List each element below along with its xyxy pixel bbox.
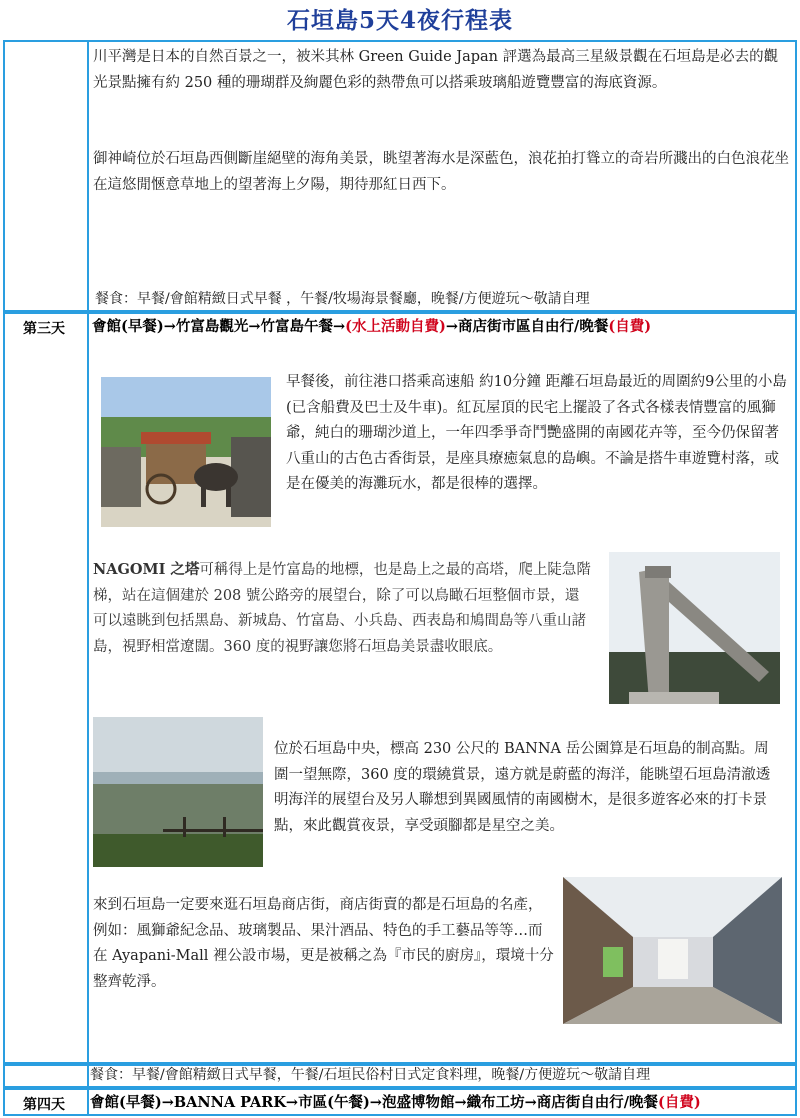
day3-route-paid-dinner: (自費) [608,318,652,335]
day3-route [92,315,772,338]
nagomi-tower-name: NAGOMI 之塔 [93,561,200,578]
day4-top-divider [3,1086,797,1088]
day3-taketomi-text: 早餐後，前往港口搭乘高速船 約10分鐘 距離石垣島最近的周圍約9公里的小島(已含船費及巴士及牛車)。紅瓦屋頂的民宅上擺設了各式各樣表情豐富的風獅爺，純白的珊瑚沙道上，一年四季爭奇鬥艷盛開的南國花卉等，至今仍保留著八重山的古色古香街景，是座具療癒氣息的島嶼。不論是搭牛車遊覽村落，或是在優美的海灘玩水，都是很棒的選擇。 [286,374,787,492]
day3-route-paid-activity: (水上活動自費) [345,318,446,335]
day3-banna-text: 位於石垣島中央，標高 230 公尺的 BANNA 岳公園算是石垣島的制高點。周圍一望無際，360 度的環繞賞景，遠方就是蔚藍的海洋，能眺望石垣島清澈透明海洋的展望台及另人聯想到異國風情的南國樹木，是很多遊客必來的打卡景點，來此觀賞夜景，享受頭腳都是星空之美。 [274,741,771,834]
day3-top-divider [3,310,797,312]
day2-cape-text: 御神崎位於石垣島西側斷崖絕壁的海角美景，眺望著海水是深藍色，浪花拍打聳立的奇岩所濺出的白色浪花坐在這悠閒愜意草地上的望著海上夕陽，期待那紅日西下。 [93,151,789,193]
row-divider [5,312,795,314]
day3-meal-text: 餐食：早餐/會館精緻日式早餐，午餐/石垣民俗村日式定食料理，晚餐/方便遊玩～敬請自理 [90,1067,651,1083]
day4-route-text: 會館(早餐)→BANNA PARK→市區(午餐)→泡盛博物館→織布工坊→商店街自由行/晚餐 [90,1094,659,1111]
day3-route-part1: 會館(早餐)→竹富島觀光→竹富島午餐→ [92,318,346,335]
banna-park-photo [93,717,263,867]
day2-kabira-text: 川平灣是日本的自然百景之一，被米其林 Green Guide Japan 評選為最高三星級景觀在石垣島是必去的觀光景點擁有約 250 種的珊瑚群及絢麗色彩的熱帶魚可以搭乘玻璃船遊覽豐富的海底資源。 [93,49,779,91]
day3-shopping-text: 來到石垣島一定要來逛石垣島商店街，商店街賣的都是石垣島的名產，例如：風獅爺紀念品、玻璃製品、果汁酒品、特色的手工藝品等等…而在 Ayapani-Mall 裡公設市場，更是被稱之為『市民的廚房』，環境十分整齊乾淨。 [93,897,554,990]
day3-meal-divider [3,1062,797,1064]
day4-route-paid-dinner: (自費) [658,1094,701,1111]
shopping-street-photo [563,877,782,1024]
day4-route [90,1091,770,1114]
row-divider [5,1088,795,1090]
day4-label: 第四天 [23,1097,65,1113]
day3-label: 第三天 [23,321,65,337]
day3-route-part2: →商店街市區自由行/晚餐 [445,318,609,335]
ox-cart-photo [101,377,271,527]
nagomi-tower-photo [609,552,780,704]
day3-nagomi-text [93,557,593,660]
nagomi-tower-desc: 可稱得上是竹富島的地標，也是島上之最的高塔，爬上陡急階梯，站在這個建於 208 號公路旁的展望台，除了可以鳥瞰石垣整個市景，還可以遠眺到包括黑島、新城島、竹富島、小兵島、西表島和鳩間島等八重山諸島，視野相當遼闊。360 度的視野讓您將石垣島美景盡收眼底。 [93,562,591,655]
column-divider [87,42,89,1116]
page-title: 石垣島5天4夜行程表 [286,7,513,34]
day2-meal-text: 餐食：早餐/會館精緻日式早餐 ，午餐/牧場海景餐廳，晚餐/方便遊玩～敬請自理 [95,291,590,307]
